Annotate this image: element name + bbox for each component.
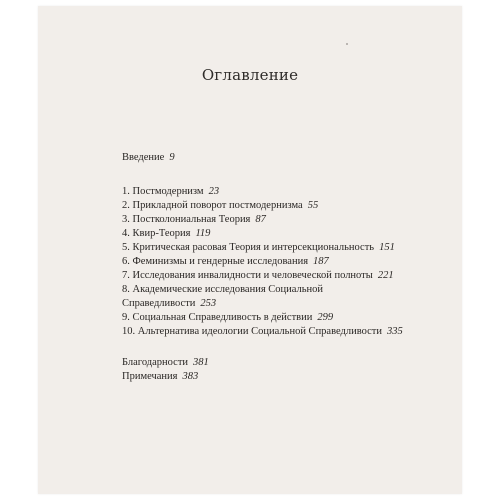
toc-entry-page: 23 <box>208 186 220 197</box>
toc-entry-page: 87 <box>255 214 266 225</box>
toc-entry-title: 6. Феминизмы и гендерные исследования <box>122 256 309 267</box>
toc-entry-title: 3. Постколониальная Теория <box>122 214 251 225</box>
toc-entry-title: 10. Альтернатива идеологии Социальной Справедливости <box>122 326 382 337</box>
toc-entry-page: 221 <box>377 270 394 281</box>
toc-entry-chapter-3 <box>122 213 266 227</box>
toc-entry-title: Справедливости <box>122 298 196 309</box>
toc-entry-title: 9. Социальная Справедливость в действии <box>122 312 313 323</box>
toc-entry-page: 335 <box>386 326 403 337</box>
toc-entry-chapter-4 <box>122 227 210 241</box>
toc-entry-page: 187 <box>313 256 329 267</box>
toc-entry-chapter-8-line-1 <box>122 283 323 297</box>
toc-entry-page: 299 <box>317 312 334 323</box>
toc-entry-page: 119 <box>195 228 211 239</box>
toc-entry-title: Примечания <box>122 371 178 382</box>
toc-entry-title: 1. Постмодернизм <box>122 186 204 197</box>
toc-entry-chapter-7 <box>122 269 394 283</box>
toc-entry-title: 8. Академические исследования Социальной <box>122 284 324 295</box>
toc-entry-title: 7. Исследования инвалидности и человеческой полноты <box>122 270 373 281</box>
toc-entry-chapter-5 <box>122 241 395 255</box>
toc-entry-page: 55 <box>307 200 319 211</box>
toc-entry-title: Введение <box>122 152 165 163</box>
toc-heading: Оглавление <box>201 66 299 84</box>
toc-entry-notes <box>122 370 198 384</box>
toc-entry-title: 5. Критическая расовая Теория и интерсекциональность <box>122 242 375 253</box>
toc-entry-page: 383 <box>182 371 199 382</box>
toc-entry-page: 381 <box>193 357 209 368</box>
toc-entry-page: 9 <box>169 152 175 163</box>
toc-entry-chapter-6 <box>122 255 329 269</box>
toc-entry-title: Благодарности <box>122 357 189 368</box>
toc-entry-chapter-9 <box>122 311 333 325</box>
toc-entry-title: 4. Квир-Теория <box>122 228 191 239</box>
paper-speck <box>346 43 348 45</box>
toc-entry-chapter-8-line-2 <box>122 297 216 311</box>
toc-entry-acknowledgements <box>122 356 209 370</box>
toc-entry-chapter-1 <box>122 185 219 199</box>
toc-entry-introduction <box>122 151 175 165</box>
toc-entry-title: 2. Прикладной поворот постмодернизма <box>122 200 303 211</box>
toc-entry-chapter-10 <box>122 325 403 339</box>
paper-sheet <box>38 6 462 494</box>
toc-entry-page: 151 <box>379 242 395 253</box>
toc-entry-page: 253 <box>200 298 217 309</box>
toc-entry-chapter-2 <box>122 199 318 213</box>
